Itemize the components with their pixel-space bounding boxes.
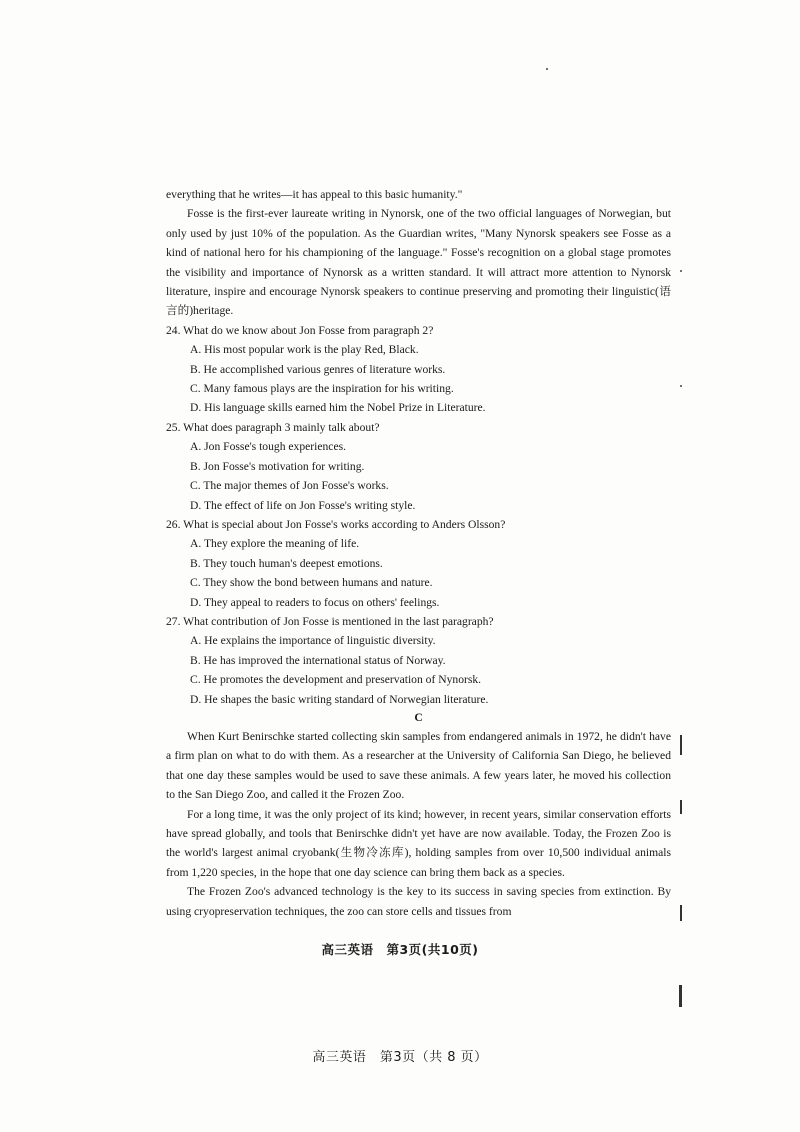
- option-c: C. The major themes of Jon Fosse's works.: [190, 479, 389, 493]
- scan-dot: [680, 270, 682, 272]
- passage-c-paragraph-3: The Frozen Zoo's advanced technology is the key to its success in saving species from extinction. By using cryopreservation techniques, the zoo can store cells and tissues from: [166, 885, 671, 918]
- question-27: [166, 612, 671, 709]
- option-c: C. He promotes the development and preservation of Nynorsk.: [190, 673, 482, 687]
- question-25: [166, 418, 671, 515]
- option-c: C. Many famous plays are the inspiration for his writing.: [190, 382, 454, 396]
- option-b: B. They touch human's deepest emotions.: [190, 556, 383, 570]
- option-d: D. His language skills earned him the Nobel Prize in Literature.: [190, 401, 486, 415]
- question-stem: 26. What is special about Jon Fosse's works according to Anders Olsson?: [166, 517, 506, 531]
- passage-c-paragraph-1: When Kurt Benirschke started collecting skin samples from endangered animals in 1972, he didn't have a firm plan on what to do with them. As a researcher at the University of California San Diego, he believed that one day these samples would be used to save these animals. A few years later, he moved his collection to the San Diego Zoo, and called it the Frozen Zoo.: [166, 729, 671, 802]
- outer-page-footer: 高三英语 第3页（共 8 页）: [312, 1050, 488, 1065]
- passage-b-paragraph-2: Fosse is the first-ever laureate writing in Nynorsk, one of the two official languages of Norwegian, but only used by just 10% of the population. As the Guardian writes, "Many Nynorsk speakers see Fosse as a kind of national hero for his championing of the language." Fosse's recognition on a global stage promotes the visibility and importance of Nynorsk as a written standard. It will attract more attention to Nynorsk literature, inspire and encourage Nynorsk speakers to continue preserving and promoting their linguistic(语言的)heritage.: [166, 207, 671, 318]
- scan-edge-mark: [679, 985, 682, 1007]
- scan-edge-mark: [680, 735, 682, 755]
- option-a: A. They explore the meaning of life.: [190, 537, 360, 551]
- option-a: A. His most popular work is the play Red, Black.: [190, 343, 419, 357]
- question-26: [166, 515, 671, 612]
- passage-c-label: C: [414, 710, 423, 724]
- scan-dot: [680, 385, 682, 387]
- scan-dot: [546, 68, 548, 70]
- option-d: D. The effect of life on Jon Fosse's writing style.: [190, 498, 416, 512]
- question-stem: 25. What does paragraph 3 mainly talk about?: [166, 420, 380, 434]
- option-d: D. They appeal to readers to focus on others' feelings.: [190, 595, 440, 609]
- question-24: [166, 321, 671, 418]
- passage-c-paragraph-2: For a long time, it was the only project of its kind; however, in recent years, similar conservation efforts have spread globally, and tools that Benirschke didn't yet have are now available. Today, the Frozen Zoo is the world's largest animal cryobank(生物冷冻库), holding samples from over 10,500 individual animals from 1,220 species, in the hope that one day science can bring them back as a species.: [166, 807, 671, 879]
- question-stem: 27. What contribution of Jon Fosse is mentioned in the last paragraph?: [166, 614, 494, 628]
- option-a: A. Jon Fosse's tough experiences.: [190, 440, 347, 454]
- scan-edge-mark: [680, 905, 682, 921]
- option-d: D. He shapes the basic writing standard of Norwegian literature.: [190, 692, 489, 706]
- option-b: B. He accomplished various genres of literature works.: [190, 362, 446, 376]
- passage-b-paragraph-1: everything that he writes—it has appeal to this basic humanity.": [166, 188, 463, 201]
- question-stem: 24. What do we know about Jon Fosse from paragraph 2?: [166, 323, 434, 337]
- exam-content: [166, 185, 671, 921]
- inner-page-footer: 高三英语 第3页(共10页): [321, 942, 479, 957]
- option-b: B. Jon Fosse's motivation for writing.: [190, 459, 365, 473]
- option-a: A. He explains the importance of linguistic diversity.: [190, 634, 436, 648]
- option-b: B. He has improved the international status of Norway.: [190, 653, 446, 667]
- option-c: C. They show the bond between humans and nature.: [190, 576, 433, 590]
- scan-edge-mark: [680, 800, 682, 814]
